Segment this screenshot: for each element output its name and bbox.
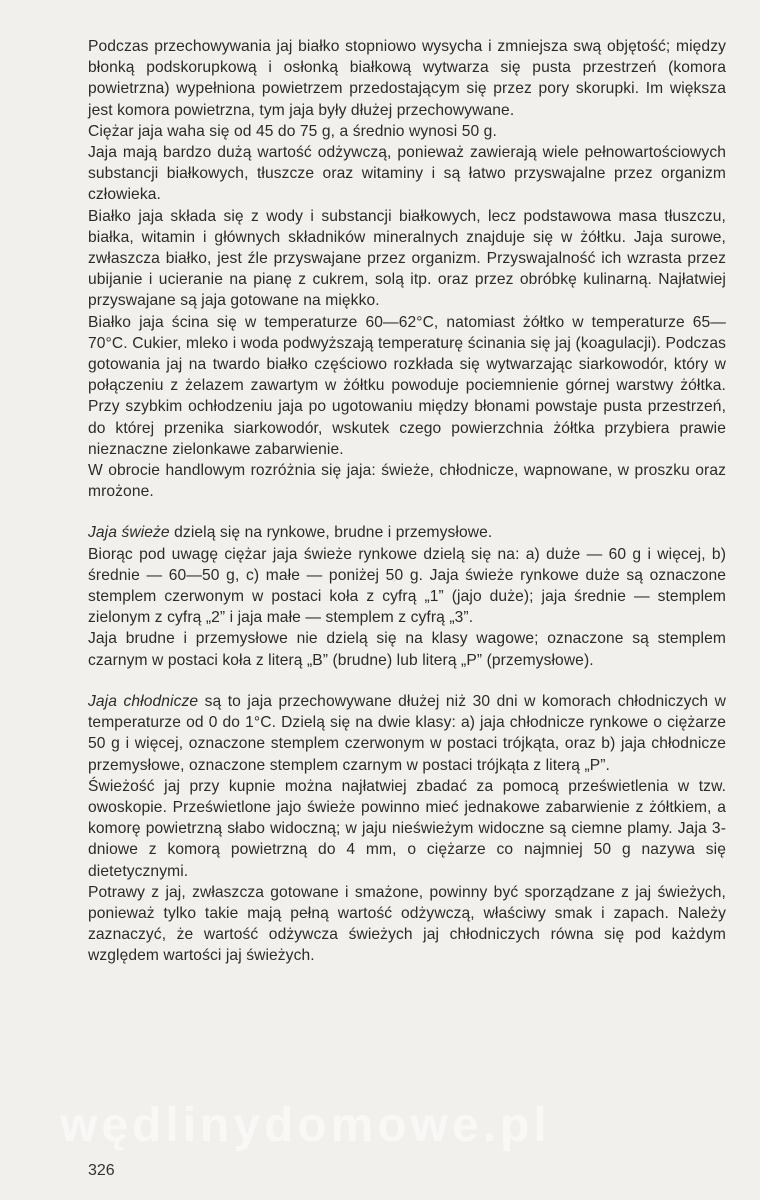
paragraph-fresh-eggs-classes: Biorąc pod uwagę ciężar jaja świeże rynkowe dzielą się na: a) duże — 60 g i więcej, b) średnie — 60—50 g, c) małe — poniżej 50 g. Jaja świeże rynkowe duże są oznaczone stemplem czerwonym w postaci koła z cyfrą „1” (jajo duże); jaja średnie — stemplem zielonym z cyfrą „2” i jaja małe — stemplem z cyfrą „3”. <box>88 545 726 627</box>
page-body <box>88 36 726 967</box>
paragraph-composition: Białko jaja składa się z wody i substancji białkowych, lecz podstawowa masa tłuszczu, białka, witamin i głównych składników mineralnych znajduje się w żółtku. Jaja surowe, zwłaszcza białko, jest źle przyswajane przez organizm. Przyswajalność ich wzrasta przez ubijanie i ucieranie na pianę z cukrem, solą itp. oraz przez obróbkę kulinarną. Najłatwiej przyswajane są jaja gotowane na miękko. <box>88 207 726 310</box>
paragraph-air-chamber: Podczas przechowywania jaj białko stopniowo wysycha i zmniejsza swą objętość; między błonką podskorupkową i osłonką białkową wytwarza się pusta przestrzeń (komora powietrzna) wypełniona powietrzem przedostającym się przez pory skorupki. Im większa jest komora powietrzna, tym jaja były dłużej przechowywane. <box>88 38 726 119</box>
page-number: 326 <box>88 1162 115 1179</box>
paragraph-egg-weight: Ciężar jaja waha się od 45 do 75 g, a średnio wynosi 50 g. <box>88 122 497 140</box>
paragraph-freshness-test: Świeżość jaj przy kupnie można najłatwiej zbadać za pomocą prześwietlenia w tzw. owoskopie. Prześwietlone jajo świeże powinno mieć jednakowe zabarwienie z żółtkiem, a komorę powietrzną słabo widoczną; w jaju nieświeżym widoczne są ciemne plamy. Jaja 3-dniowe z komorą powietrzną do 4 mm, o ciężarze co najmniej 50 g nazywa się dietetycznymi. <box>88 777 726 880</box>
paragraph-coagulation: Białko jaja ścina się w temperaturze 60—62°C, natomiast żółtko w temperaturze 65—70°C. Cukier, mleko i woda podwyższają temperaturę ścinania się jaj (koagulacji). Podczas gotowania jaj na twardo białko częściowo rozkłada się wytwarzając siarkowodór, który w połączeniu z żelazem zawartym w żółtku powoduje pociemnienie górnej warstwy żółtka. Przy szybkim ochłodzeniu jaja po ugotowaniu między błonami powstaje pusta przestrzeń, do której przenika siarkowodór, wskutek czego powierzchnia żółtka przybiera prawie nieznaczne zielonkawe zabarwienie. <box>88 313 726 458</box>
paragraph-nutrition: Jaja mają bardzo dużą wartość odżywczą, ponieważ zawierają wiele pełnowartościowych substancji białkowych, tłuszcze oraz witaminy i są łatwo przyswajalne przez organizm człowieka. <box>88 144 726 204</box>
fresh-eggs-term: Jaja świeże <box>88 524 170 542</box>
cold-eggs-intro-text: są to jaja przechowywane dłużej niż 30 dni w komorach chłodniczych w temperaturze od 0 do 1°C. Dzielą się na dwie klasy: a) jaja chłodnicze rynkowe o ciężarze 50 g i więcej, oznaczone stemplem czerwonym w postaci trójkąta, oraz b) jaja chłodnicze przemysłowe, oznaczone stemplem czarnym w postaci trójkąta z literą „P”. <box>88 692 727 774</box>
paragraph-egg-dishes: Potrawy z jaj, zwłaszcza gotowane i smażone, powinny być sporządzane z jaj świeżych, ponieważ tylko takie mają pełną wartość odżywczą, właściwy smak i zapach. Należy zaznaczyć, że wartość odżywcza świeżych jaj chłodniczych równa się pod każdym względem wartości jaj świeżych. <box>88 883 726 965</box>
paragraph-cold-eggs-intro <box>88 691 726 776</box>
paragraph-dirty-industrial-eggs: Jaja brudne i przemysłowe nie dzielą się na klasy wagowe; oznaczone są stemplem czarnym w postaci koła z literą „B” (brudne) lub literą „P” (przemysłowe). <box>88 630 726 669</box>
fresh-eggs-intro-text: dzielą się na rynkowe, brudne i przemysłowe. <box>169 524 493 542</box>
paragraph-trade-types: W obrocie handlowym rozróżnia się jaja: świeże, chłodnicze, wapnowane, w proszku oraz mrożone. <box>88 462 726 501</box>
watermark: wędlinydomowe.pl <box>60 1099 551 1152</box>
cold-eggs-term: Jaja chłodnicze <box>88 692 199 710</box>
paragraph-fresh-eggs-intro <box>88 522 726 543</box>
